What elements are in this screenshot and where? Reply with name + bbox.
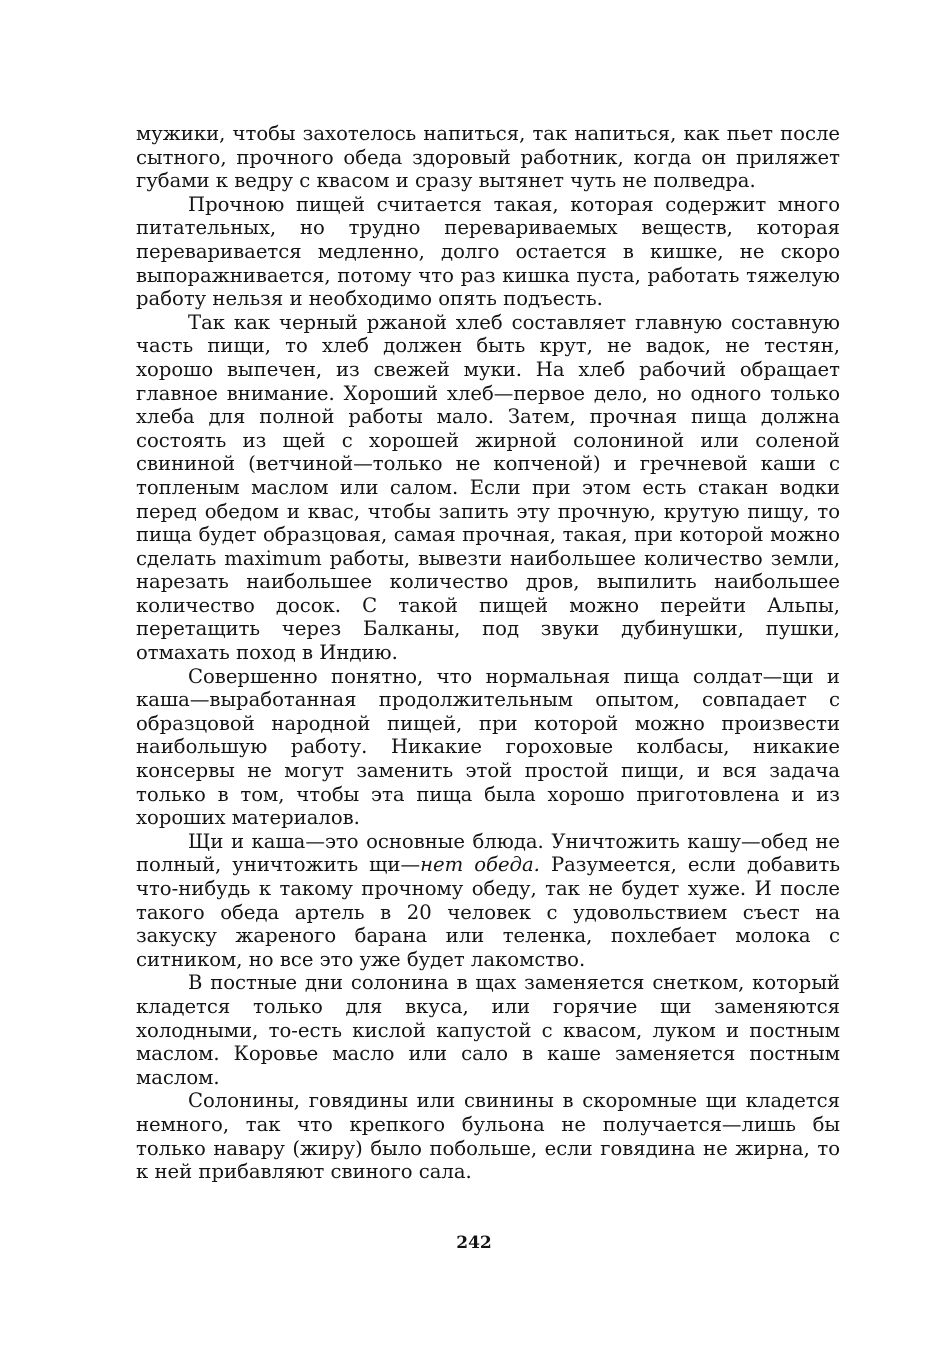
page-body [136, 122, 840, 1184]
paragraph-4: Совершенно понятно, что нормальная пища солдат—щи и каша—выработанная продолжительным опытом, совпадает с образцовой народной пищей, при которой можно произвести наибольшую работу. Никакие гороховые колбасы, никакие консервы не могут заменить этой простой пищи, и вся задача только в том, чтобы эта пища была хорошо приготовлена и из хороших материалов. [136, 664, 840, 830]
paragraph-3: Так как черный ржаной хлеб составляет главную составную часть пищи, то хлеб должен быть крут, не вадок, не тестян, хорошо выпечен, из свежей муки. На хлеб рабочий обращает главное внимание. Хороший хлеб—первое дело, но одного только хлеба для полной работы мало. Затем, прочная пища должна состоять из щей с хорошей жирной солониной или соленой свининой (ветчиной—только не копченой) и гречневой каши с топленым маслом или салом. Если при этом есть стакан водки перед обедом и квас, чтобы запить эту прочную, крутую пищу, то пища будет образцовая, самая прочная, такая, при которой можно сделать maximum работы, вывезти наибольшее количество земли, нарезать наибольшее количество дров, выпилить наибольшее количество досок. С такой пищей можно перейти Альпы, перетащить через Балканы, под звуки дубинушки, пушки, отмахать поход в Индию. [136, 310, 840, 665]
paragraph-7: Солонины, говядины или свинины в скоромные щи кладется немного, так что крепкого бульона не получается—лишь бы только навару (жиру) было побольше, если говядина не жирна, то к ней прибавляют свиного сала. [136, 1089, 840, 1184]
paragraph-5-italic: нет обеда. [420, 853, 540, 877]
paragraph-5-end: Разумеется, если добавить что-нибудь к такому прочному обеду, так не будет хуже. И после такого обеда артель в 20 человек с удовольствием съест на закуску жареного барана или теленка, похлебает молока с ситником, но все это уже будет лакомство. [136, 853, 840, 971]
paragraph-5 [136, 830, 840, 972]
page-number: 242 [456, 1233, 492, 1253]
paragraph-1: мужики, чтобы захотелось напиться, так напиться, как пьет после сытного, прочного обеда здоровый работник, когда он приляжет губами к ведру с квасом и сразу вытянет чуть не полведра. [136, 122, 840, 193]
paragraph-5-start: Щи и каша—это основные блюда. Уничтожить кашу—обед не полный, уничтожить щи— [136, 829, 840, 877]
paragraph-6: В постные дни солонина в щах заменяется снетком, который кладется только для вкуса, или горячие щи заменяются холодными, то-есть кислой капустой с квасом, луком и постным маслом. Коровье масло или сало в каше заменяется постным маслом. [136, 971, 840, 1089]
paragraph-2: Прочною пищей считается такая, которая содержит много питательных, но трудно перевариваемых веществ, которая переваривается медленно, долго остается в кишке, не скоро выпоражнивается, потому что раз кишка пуста, работать тяжелую работу нельзя и необходимо опять подъесть. [136, 192, 840, 311]
